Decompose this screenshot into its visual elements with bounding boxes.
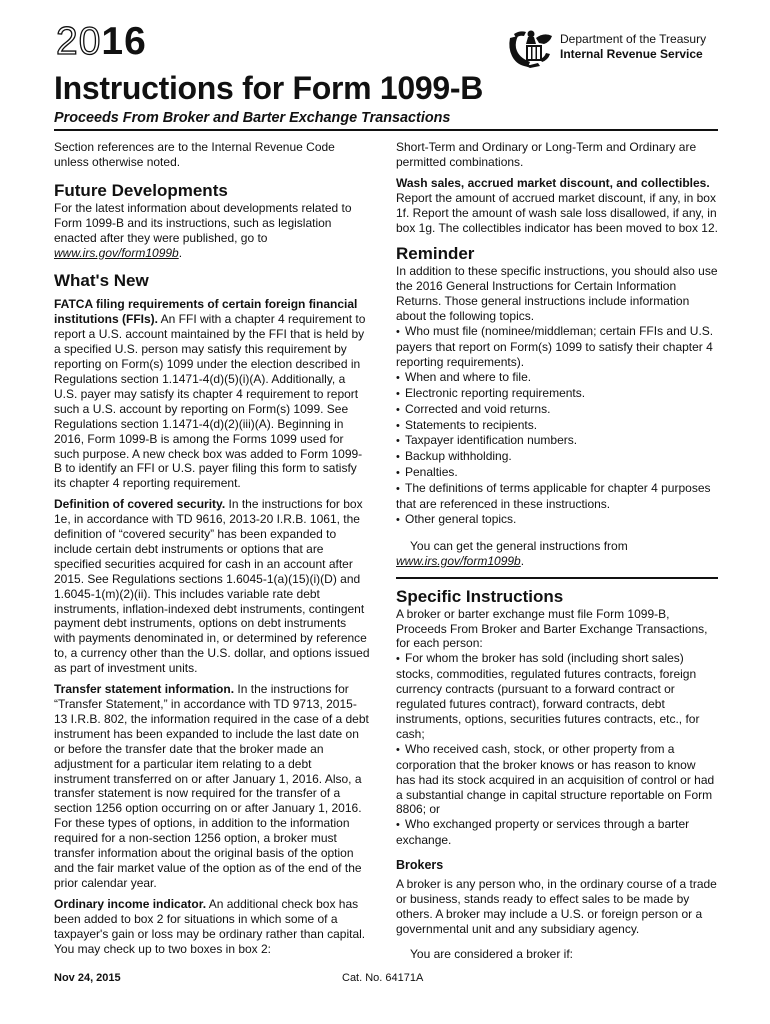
reminder-paragraph: In addition to these specific instructions, you should also use the 2016 General Instructions for Certain Information Returns. Those general instructions include information about the following topics. [396, 264, 718, 324]
list-item: • Who exchanged property or services through a barter exchange. [396, 817, 690, 848]
wash-sales-paragraph [396, 176, 718, 236]
tax-year-solid: 16 [101, 20, 147, 63]
covered-text: In the instructions for box 1e, in accordance with TD 9616, 2013-20 I.R.B. 1061, the definition of “covered security” has been expanded to include certain debt instruments or options that are specified securities acquired for cash in an account after 2015. See Regulations sections 1.6045-1(a)(15)(i)(D) and 1.6045-1(m)(2)(ii). This includes variable rate debt instruments, inflation-indexed debt instruments, contingent payment debt instruments, options on debt instruments with payments denominated in, or determined by reference to, a currency other than the U.S. dollar, and options issued as part of investment units. [54, 497, 370, 676]
future-developments-heading: Future Developments [54, 180, 228, 200]
irs-eagle-seal-icon [506, 26, 554, 70]
ordinary-text: An additional check box has been added to box 2 for situations in which some of a taxpayer's gain or loss may be ordinary rather than capital. You may check up to two boxes in box 2: [54, 896, 366, 956]
whats-new-heading: What's New [54, 271, 149, 291]
tax-year [56, 20, 147, 64]
brokers-paragraph: A broker is any person who, in the ordinary course of a trade or business, stands ready to effect sales to be made by others. A broker may include a U.S. or foreign person or a governmental unit and any subsidiary agency. [396, 877, 717, 936]
transfer-statement-paragraph [54, 682, 370, 891]
fatca-paragraph [54, 297, 370, 491]
list-item: • Corrected and void returns. [396, 401, 551, 416]
general-text: You can get the general instructions from [410, 538, 628, 553]
wash-text: Report the amount of accrued market discount, if any, in box 1f. Report the amount of wash sale loss disallowed, if any, in box 1g. The collectibles indicator has been moved to box 12. [396, 190, 718, 235]
list-item: • For whom the broker has sold (including short sales) stocks, commodities, regulated futures contracts, foreign currency contracts (pursuant to a forward contract or regulated futures contract), forward contracts, debt instruments, options, securities futures contracts, etc., for cash; [396, 651, 700, 741]
page-title: Instructions for Form 1099-B [54, 70, 484, 106]
continued-paragraph: Short-Term and Ordinary or Long-Term and Ordinary are permitted combinations. [396, 140, 697, 169]
fatca-text: An FFI with a chapter 4 requirement to report a U.S. account maintained by the FFI that is held by a specified U.S. person may satisfy this requirement by reporting on Form(s) 1099 under the election described in Regulations section 1.1471-4(d)(5)(i)(A). Additionally, a U.S. payer may satisfy its chapter 4 requirement to report such a U.S. account by reporting on Form(s) 1099. See Regulations section 1.1471-4(d)(2)(iii)(A). Beginning in 2016, Form 1099-B is among the Forms 1099 used for such purpose. A new check box was added to Form 1099-B to identify an FFI or U.S. payer filing this form to satisfy its chapter 4 reporting requirement. [54, 312, 366, 491]
page-subtitle: Proceeds From Broker and Barter Exchange Transactions [54, 110, 451, 126]
agency-block [506, 24, 718, 70]
agency-name: Internal Revenue Service [560, 47, 703, 61]
general-end: . [520, 553, 525, 568]
left-column [54, 140, 370, 956]
reminder-heading: Reminder [396, 244, 475, 264]
specific-list [396, 651, 718, 848]
intro-paragraph: Section references are to the Internal Revenue Code unless otherwise noted. [54, 140, 335, 169]
reminder-list [396, 324, 718, 528]
header-rule [54, 129, 718, 131]
future-developments-paragraph [54, 201, 370, 261]
list-item: • Statements to recipients. [396, 417, 538, 432]
list-item: • Backup withholding. [396, 449, 512, 464]
list-item: • Other general topics. [396, 511, 517, 526]
considered-broker-paragraph: You are considered a broker if: [410, 946, 573, 961]
ordinary-income-paragraph [54, 897, 370, 957]
list-item: • The definitions of terms applicable for chapter 4 purposes that are referenced in these instructions. [396, 481, 711, 512]
transfer-run-in-heading: Transfer statement information. [54, 682, 235, 697]
list-item: • When and where to file. [396, 369, 532, 384]
fatca-run-in-heading: FATCA filing requirements of certain foreign financial institutions (FFIs). [54, 297, 358, 327]
footer-catalog-number: Cat. No. 64171A [342, 972, 424, 984]
wash-run-in-heading: Wash sales, accrued market discount, and collectibles. [396, 175, 710, 190]
form1099b-link[interactable]: www.irs.gov/form1099b [396, 553, 521, 568]
future-text: For the latest information about developments related to Form 1099-B and its instructions, such as legislation enacted after they were published, go to [54, 200, 352, 245]
brokers-heading: Brokers [396, 858, 444, 873]
covered-run-in-heading: Definition of covered security. [54, 497, 226, 512]
form1099b-link[interactable]: www.irs.gov/form1099b [54, 245, 179, 260]
list-item: • Taxpayer identification numbers. [396, 433, 578, 448]
list-item: • Penalties. [396, 465, 458, 480]
specific-instructions-heading: Specific Instructions [396, 586, 564, 606]
right-column [396, 140, 718, 962]
list-item: • Electronic reporting requirements. [396, 385, 586, 400]
future-end: . [178, 245, 183, 260]
specific-instructions-paragraph: A broker or barter exchange must file Form 1099-B, Proceeds From Broker and Barter Exchange Transactions, for each person: [396, 606, 708, 651]
ordinary-run-in-heading: Ordinary income indicator. [54, 896, 207, 911]
tax-year-outline: 20 [56, 20, 102, 63]
general-instructions-paragraph [396, 539, 718, 569]
department-name: Department of the Treasury [560, 32, 707, 46]
list-item: • Who received cash, stock, or other property from a corporation that the broker knows or has reason to know has had its stock acquired in an acquisition of control or had a substantial change in capital structure reportable on Form 8806; or [396, 741, 715, 817]
covered-security-paragraph [54, 497, 370, 676]
section-rule [396, 577, 718, 579]
transfer-text: In the instructions for “Transfer Statement,” in accordance with TD 9713, 2015-13 I.R.B. 802, the information required in the case of a debt instrument has been expanded to include the last date on or before the transfer date that the broker made an adjustment for a particular item relating to a debt instrument transferred on or after January 1, 2016. Also, a transfer statement is now required for the transfer of a section 1256 option occurring on or after January 1, 2016. For these types of options, in addition to the information required for a non-section 1256 option, a broker must transfer information about the original basis of the option and the fair market value of the option as of the end of the prior calendar year. [54, 682, 369, 890]
list-item: • Who must file (nominee/middleman; certain FFIs and U.S. payers that report on Form(s) 1099 to satisfy their chapter 4 reporting requirements). [396, 324, 714, 369]
footer-date: Nov 24, 2015 [54, 972, 121, 984]
